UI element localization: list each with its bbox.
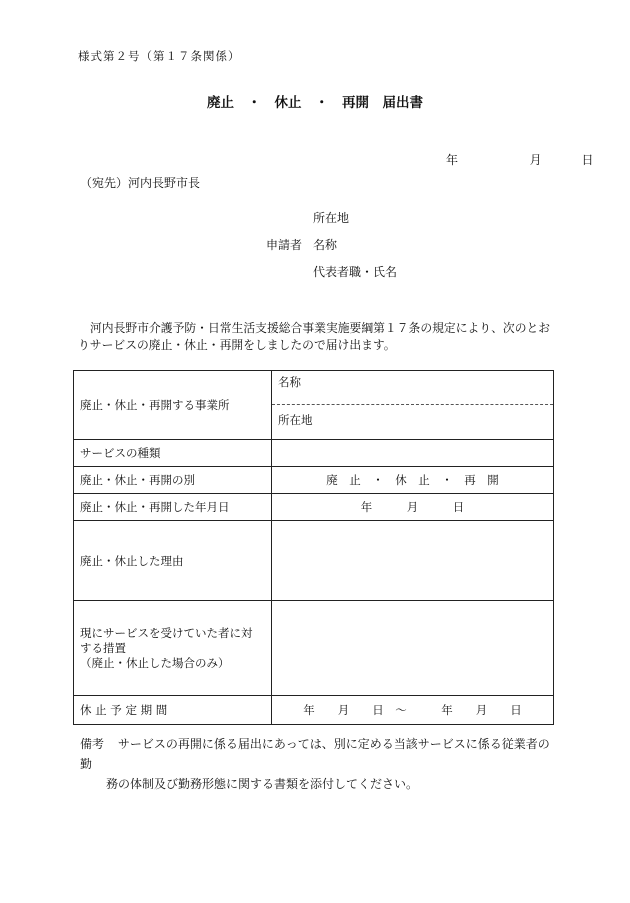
facility-address-label: 所在地 [278, 413, 313, 427]
date-year-label: 年 [446, 153, 459, 167]
table-row [74, 696, 554, 725]
table-row [74, 440, 554, 467]
facility-name-label: 名称 [272, 371, 553, 405]
row-label-date: 廃止・休止・再開した年月日 [74, 494, 272, 521]
row-label-suspension-period: 休 止 予 定 期 間 [74, 696, 272, 725]
remarks-line2: 務の体制及び勤務形態に関する書類を添付してください。 [106, 777, 419, 791]
category-options: 廃 止 ・ 休 止 ・ 再 開 [272, 467, 554, 494]
notification-table [73, 370, 554, 725]
addressee: （宛先）河内長野市長 [80, 176, 201, 190]
row-label-facility: 廃止・休止・再開する事業所 [74, 371, 272, 440]
date-day-label: 日 [581, 153, 594, 167]
notification-paragraph: 河内長野市介護予防・日常生活支援総合事業実施要綱第１７条の規定により、次のとおりサービスの廃止・休止・再開をしましたので届け出ます。 [78, 321, 551, 352]
table-row [74, 521, 554, 601]
remarks-label: 備考 [80, 737, 105, 751]
applicant-rep-label: 代表者職・氏名 [313, 265, 398, 279]
row-label-category: 廃止・休止・再開の別 [74, 467, 272, 494]
row-label-measures [74, 601, 272, 696]
facility-info-cell [272, 371, 554, 440]
measures-label-line2: する措置 [80, 640, 126, 655]
date-line [446, 151, 594, 168]
table-row [74, 494, 554, 521]
table-row [74, 601, 554, 696]
row-label-reason: 廃止・休止した理由 [74, 521, 272, 601]
table-row [74, 467, 554, 494]
measures-label-line1: 現にサービスを受けていた者に対 [80, 625, 253, 640]
suspension-period-field: 年 月 日 〜 年 月 日 [272, 696, 554, 725]
form-number-label: 様式第２号（第１７条関係） [78, 49, 241, 63]
remarks [80, 734, 560, 794]
date-field: 年 月 日 [272, 494, 554, 521]
date-month-label: 月 [529, 153, 542, 167]
applicant-address-label: 所在地 [313, 211, 350, 225]
applicant-role-label: 申請者 [266, 238, 303, 252]
remarks-line1: サービスの再開に係る届出にあっては、別に定める当該サービスに係る従業者の勤 [80, 737, 550, 771]
table-row [74, 371, 554, 440]
measures-label-line3: （廃止・休止した場合のみ） [80, 655, 230, 670]
row-label-service-type: サービスの種類 [74, 440, 272, 467]
reason-field[interactable] [272, 521, 554, 601]
document-title: 廃止 ・ 休止 ・ 再開 届出書 [207, 95, 423, 111]
measures-field[interactable] [272, 601, 554, 696]
applicant-name-label: 名称 [313, 238, 338, 252]
service-type-field[interactable] [272, 440, 554, 467]
